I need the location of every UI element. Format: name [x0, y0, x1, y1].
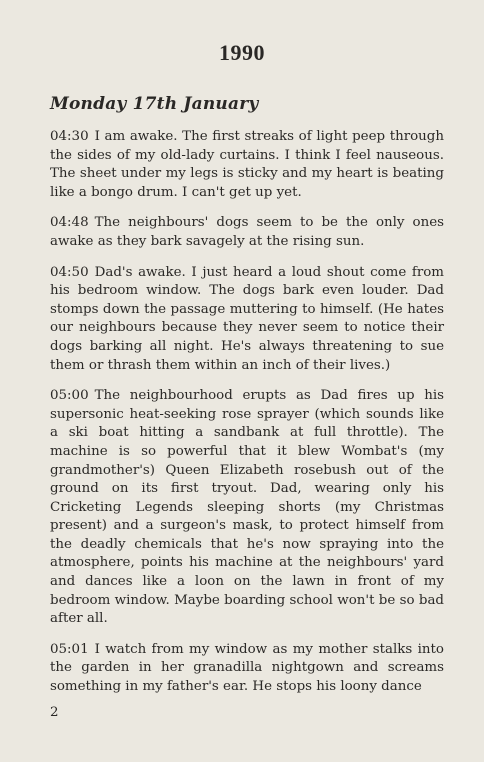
- entry-time: 04:30: [50, 129, 89, 144]
- entry-text: I watch from my window as my mother stalks into the garden in her granadilla nightgown and screams something in my father's ear. He stops his loony dance: [50, 641, 444, 695]
- entry-time: 05:01: [50, 641, 89, 657]
- entry-time: 05:00: [50, 388, 89, 404]
- entry-text: Dad's awake. I just heard a loud shout come from his bedroom window. The dogs bark even louder. Dad stomps down the passage muttering to himself. (He hates our neighbours because they never seem to notice their dogs barking all night. He's always threatening to sue them or thrash them within an inch of their lives.): [50, 264, 444, 373]
- diary-entries: [50, 128, 444, 709]
- entry-text: The neighbourhood erupts as Dad fires up his supersonic heat-seeking rose sprayer (which sounds like a ski boat hitting a sandbank at full throttle). The machine is so powerful that it blew Wombat's (my grandmother's) Queen Elizabeth rosebush out of the ground on its first tryout. Dad, wearing only his Cricketing Legends sleeping shorts (my Christmas present) and a surgeon's mask, to protect himself from the deadly chemicals that he's now spraying into the atmosphere, points his machine at the neighbours' yard and dances like a loon on the lawn in front of my bedroom window. Maybe boarding school won't be so bad after all.: [50, 388, 444, 627]
- diary-entry: [50, 128, 444, 202]
- entry-time: 04:50: [50, 264, 89, 280]
- entry-text: I am awake. The first streaks of light peep through the sides of my old-lady curtains. I think I feel nauseous. The sheet under my legs is sticky and my heart is beating like a bongo drum. I can't get up yet.: [50, 129, 444, 200]
- diary-date-heading: Monday 17th January: [50, 94, 259, 114]
- entry-text: The neighbours' dogs seem to be the only ones awake as they bark savagely at the rising sun.: [50, 215, 444, 249]
- diary-entry: [50, 641, 444, 697]
- diary-entry: [50, 387, 444, 629]
- diary-entry: [50, 264, 444, 376]
- diary-entry: [50, 214, 444, 251]
- year-heading: 1990: [219, 40, 265, 65]
- page-number: 2: [50, 705, 59, 720]
- entry-time: 04:48: [50, 215, 89, 231]
